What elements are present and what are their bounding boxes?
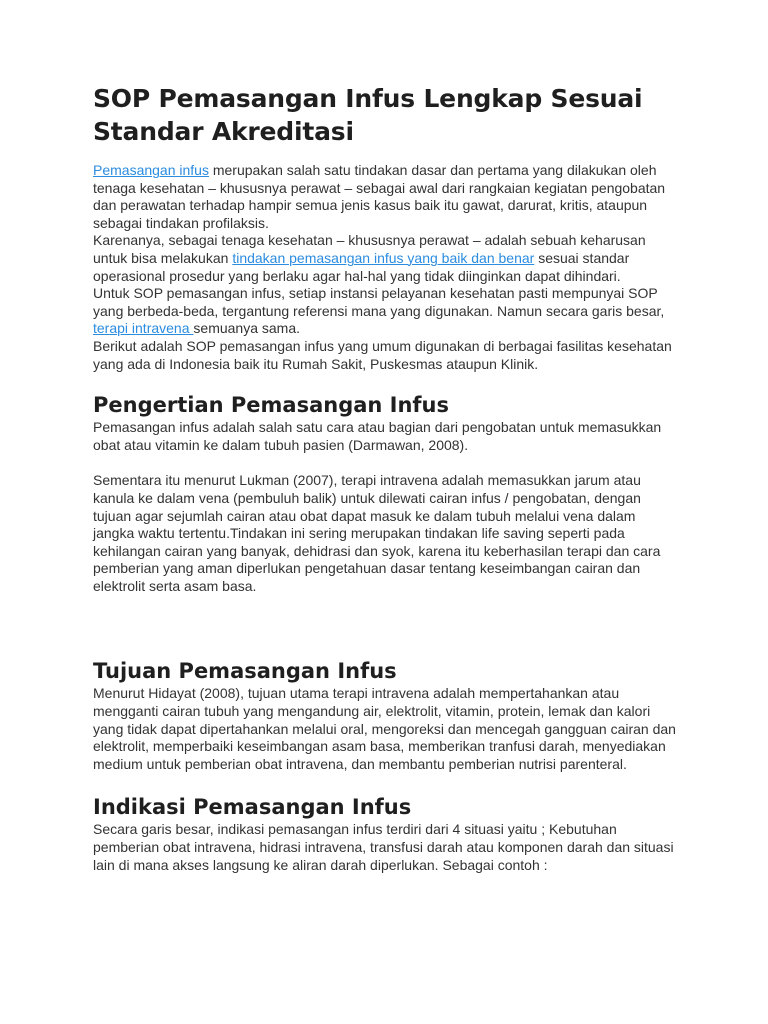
article (93, 82, 678, 874)
link-terapi-intravena[interactable]: terapi intravena (93, 320, 194, 337)
intro-paragraph-3-before: Untuk SOP pemasangan infus, setiap instansi pelayanan kesehatan pasti mempunyai SOP yang berbeda-beda, tergantung referensi mana yang digunakan. Namun secara garis besar, (93, 285, 665, 319)
tujuan-paragraph-1: Menurut Hidayat (2008), tujuan utama terapi intravena adalah mempertahankan atau mengganti cairan tubuh yang mengandung air, elektrolit, vitamin, protein, lemak dan kalori yang tidak dapat dipertahankan melalui oral, mengoreksi dan mencegah gangguan cairan dan elektrolit, memperbaiki keseimbangan asam basa, memberikan tranfusi darah, menyediakan medium untuk pemberian obat intravena, dan membantu pemberian nutrisi parenteral. (93, 685, 676, 772)
intro-paragraph-2-before: Karenanya, sebagai tenaga kesehatan – khususnya perawat – adalah sebuah keharusan untuk bisa melakukan (93, 232, 646, 266)
intro-paragraph-1-text: merupakan salah satu tindakan dasar dan pertama yang dilakukan oleh tenaga kesehatan – khususnya perawat – sebagai awal dari rangkaian kegiatan pengobatan dan perawatan terhadap hampir semua jenis kasus baik itu gawat, darurat, kritis, ataupun sebagai tindakan profilaksis. (93, 162, 666, 231)
intro-paragraph-2-after: sesuai standar operasional prosedur yang berlaku agar hal-hal yang tidak diinginkan dapat dihindari. (93, 249, 630, 284)
intro-paragraph-2 (93, 232, 678, 285)
intro-paragraph-4: Berikut adalah SOP pemasangan infus yang umum digunakan di berbagai fasilitas kesehatan yang ada di Indonesia baik itu Rumah Sakit, Puskesmas ataupun Klinik. (93, 337, 672, 372)
indikasi-paragraph-1: Secara garis besar, indikasi pemasangan infus terdiri dari 4 situasi yaitu ; Kebutuhan pemberian obat intravena, hidrasi intravena, transfusi darah atau komponen darah dan situasi lain di mana akses langsung ke aliran darah diperlukan. Sebagai contoh : (93, 821, 674, 873)
pengertian-paragraph-1: Pemasangan infus adalah salah satu cara atau bagian dari pengobatan untuk memasukkan obat atau vitamin ke dalam tubuh pasien (Darmawan, 2008). (93, 419, 662, 453)
link-pemasangan-infus[interactable]: Pemasangan infus (93, 162, 209, 178)
section-heading-pengertian: Pengertian Pemasangan Infus (93, 393, 450, 418)
section-heading-indikasi: Indikasi Pemasangan Infus (93, 795, 412, 820)
paragraph-gap (93, 454, 678, 472)
page-title: SOP Pemasangan Infus Lengkap Sesuai Standar Akreditasi (93, 84, 643, 146)
link-tindakan-pemasangan-infus[interactable]: tindakan pemasangan infus yang baik dan benar (232, 249, 535, 266)
intro-paragraph-3 (93, 285, 678, 338)
intro-paragraph-3-after: semuanya sama. (193, 320, 301, 337)
intro-paragraph-1 (93, 162, 678, 232)
section-heading-tujuan: Tujuan Pemasangan Infus (93, 659, 397, 684)
pengertian-paragraph-2: Sementara itu menurut Lukman (2007), terapi intravena adalah memasukkan jarum atau kanula ke dalam vena (pembuluh balik) untuk dilewati cairan infus / pengobatan, dengan tujuan agar sejumlah cairan atau obat dapat masuk ke dalam tubuh melalui vena dalam jangka waktu tertentu.Tindakan ini sering merupakan tindakan life saving seperti pada kehilangan cairan yang banyak, dehidrasi dan syok, karena itu keberhasilan terapi dan cara pemberian yang aman diperlukan pengetahuan dasar tentang keseimbangan cairan dan elektrolit serta asam basa. (93, 472, 661, 594)
